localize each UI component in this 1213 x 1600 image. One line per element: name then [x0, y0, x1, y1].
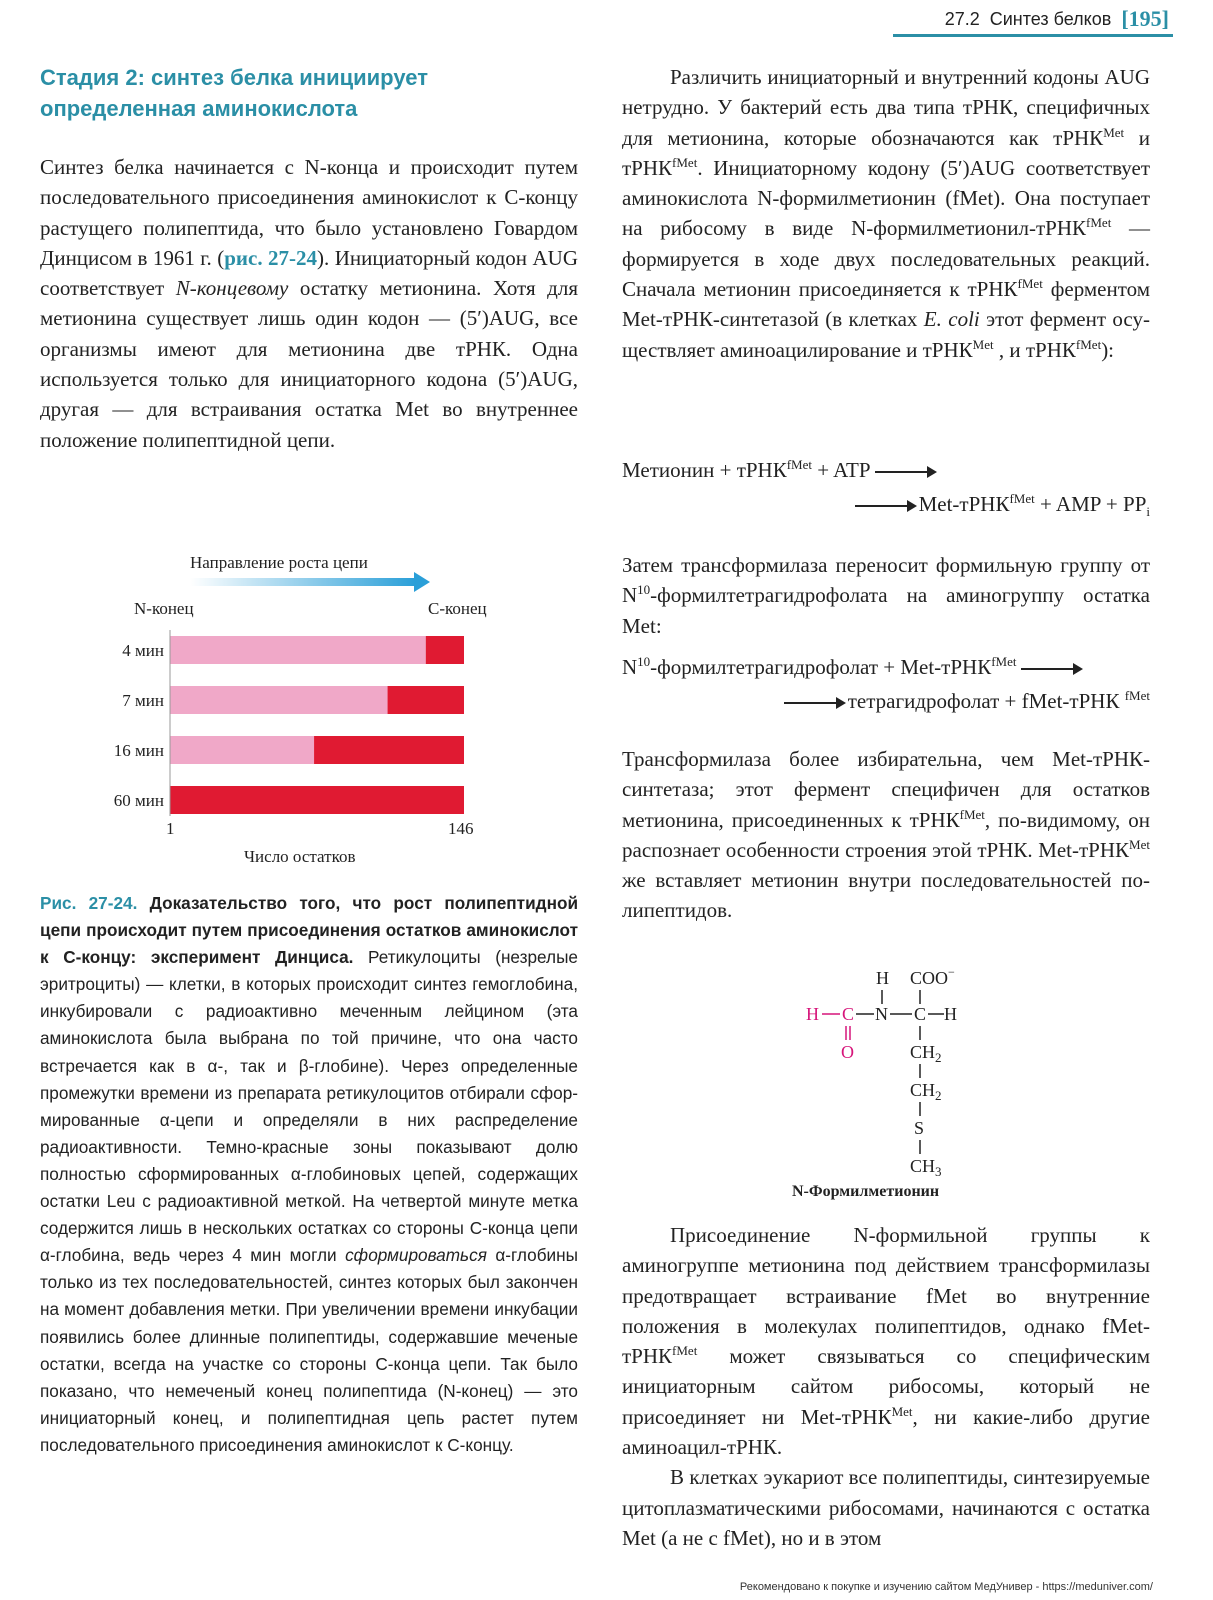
bar-labeled-segment [388, 686, 464, 714]
bar-label: 16 мин [113, 741, 164, 760]
superscript: Met [972, 336, 994, 352]
direction-arrow-head [414, 572, 430, 592]
heading-line-2: определенная аминокислота [40, 96, 358, 121]
atom-h-formyl: H [806, 1004, 819, 1024]
caption-text: Ретикулоциты (незрелые эритроциты) — клетки, в которых происходит синтез гемоглобина, инкубировали с радиоактивно меченным лейцином (эта аминокислота была выбрана по той причине, что она часто встречается как в α-, так и β-глобине). Через определенные промежутки времени из препарата ретикулоцитов отбирали сформированные α-цепи и определяли в них распределение радиоактивности. Темно-красные зоны показывают долю полностью сформированных α-глобиновых цепей, содержащих остатки Leu с радиоактивной меткой. На четвертой минуте метка содержится лишь в нескольких остатках со стороны C-конца цепи α-глобина, ведь через 4 мин могли [40, 947, 578, 1266]
atom-ch2-2 [910, 1080, 942, 1103]
superscript: fMet [991, 654, 1017, 669]
bar-label: 60 мин [113, 791, 164, 810]
text-span: , и тРНК [993, 337, 1076, 362]
running-header [945, 6, 1169, 32]
reaction-arrow [855, 505, 915, 507]
text-span: ферментом Met-тРНК-синтетазой (в клетках [622, 277, 1151, 332]
atom-h-top: H [876, 968, 889, 988]
text-span: Затем трансформилаза переносит формильную группу от N [622, 553, 1150, 608]
section-heading [40, 62, 580, 124]
reaction-arrow [1021, 668, 1081, 670]
header-rule [893, 34, 1173, 37]
text-span: — формируется в ходе двух последовательных реакций. Сначала метионин присоединяется к тРНК [622, 216, 1151, 302]
atom-h-alpha: H [944, 1004, 957, 1024]
right-paragraph-4 [622, 1220, 1150, 1553]
text-span: этот фермент осуществляет аминоацилирование и тРНК [622, 307, 1150, 362]
x-start-label: 1 [166, 819, 175, 838]
atom-c-formyl: C [842, 1004, 855, 1024]
text-span: -формилтетрагидрофолата на аминогруппу остатка Met: [622, 583, 1150, 638]
equation-1-right [622, 491, 1150, 520]
reaction-arrow [875, 471, 935, 473]
atom-n: N [875, 1004, 888, 1024]
atom-o: O [841, 1042, 854, 1062]
equation-2-left [622, 655, 1150, 680]
bar-labeled-segment [170, 786, 464, 814]
bar-unlabeled-segment [170, 636, 426, 664]
text-span: может связываться со специфическим инициаторным сайтом рибосомы, который не присоединяет ни Met-тРНК [622, 1344, 1150, 1429]
ch2-text: CH [910, 1042, 936, 1062]
caption-text: α-глобины только из тех последовательностей, синтез которых был закончен на момент добавления метки. При увеличении времени инкубации появились более длинные полипептиды, содержавшие меченые остатки, всегда на участке со стороны C-конца цепи. Так было показано, что немеченый конец полипептида (N-конец) — это инициаторный конец, и полипептидная цепь растет путем последовательного присоединения аминокислот к C-концу. [40, 1245, 578, 1455]
text-span: и тРНК [622, 125, 1150, 180]
x-axis-label: Число остатков [244, 847, 356, 866]
right-paragraph-2 [622, 550, 1150, 641]
equation-1-left [622, 458, 1150, 483]
right-paragraph-1 [622, 62, 1150, 365]
coo-charge: − [948, 965, 955, 979]
eq-text: N [622, 655, 638, 679]
atom-ch3 [910, 1156, 942, 1179]
atom-coo [910, 965, 955, 988]
coo-text: COO [910, 968, 949, 988]
section-title: Синтез белков [989, 8, 1112, 29]
ch3-text: CH [910, 1156, 936, 1176]
ch3-sub: 3 [935, 1164, 942, 1179]
superscript: Met [1103, 124, 1125, 140]
caption-italic: сформироваться [345, 1245, 487, 1266]
formylmethionine-structure [780, 960, 1020, 1200]
bar-label: 7 мин [122, 691, 164, 710]
structure-svg [780, 960, 1020, 1200]
figure-caption [40, 890, 578, 1459]
text-span: , ни какие-либо другие аминоацил-тРНК. [622, 1404, 1150, 1460]
superscript: fMet [1017, 276, 1043, 292]
right-paragraph-3 [622, 744, 1150, 926]
arrow-label: Направление роста цепи [190, 553, 368, 572]
text-span: ): [1101, 337, 1115, 362]
heading-line-1: Стадия 2: синтез белка инициирует [40, 65, 428, 90]
eq-text: Met-тРНК [918, 492, 1010, 516]
structure-name: N-Формилметионин [792, 1183, 940, 1200]
eq-text: Метионин + тРНК [622, 458, 787, 482]
caption-title: Доказательство того, что рост полипептидной цепи происходит путем присоединения остатков аминокислот к C-концу: эксперимент Динциса. [40, 893, 579, 968]
bars-group [114, 630, 464, 816]
superscript: fMet [1009, 491, 1035, 506]
footer-note: Рекомендовано к покупке и изучению сайтом МедУнивер - https://meduniver.com/ [739, 1581, 1153, 1593]
superscript: 10 [637, 582, 651, 598]
italic-span: N-концевому [175, 276, 289, 301]
c-end-label: C-конец [428, 599, 487, 618]
text-span: ). Инициаторный кодон AUG соответствует [40, 245, 578, 301]
eq-text: + ATP [812, 458, 871, 482]
ch2-sub: 2 [935, 1050, 942, 1065]
n-end-label: N-конец [134, 599, 194, 618]
bar-unlabeled-segment [170, 736, 314, 764]
text-span: остатку метионина. Хотя для метионина существует лишь один кодон — (5′)AUG, все организмы имеют для метионина две тРНК. Одна используется только для инициаторного кодона (5′)AUG, другая — для встраивания остатка Met во внутреннее положение полипептидной цепи. [40, 276, 578, 452]
caption-label: Рис. 27-24. [40, 893, 138, 913]
eq-text: + AMP + PP [1034, 492, 1147, 516]
text-span: же вставляет метионин внутри последовательностей полипептидов. [622, 868, 1150, 923]
section-number: 27.2 [944, 8, 980, 29]
superscript: fMet [1086, 215, 1112, 231]
superscript: fMet [672, 154, 698, 170]
superscript: fMet [1075, 336, 1102, 352]
bar-labeled-segment [314, 736, 464, 764]
equation-2-right [622, 689, 1150, 714]
bar-unlabeled-segment [170, 686, 388, 714]
bar-labeled-segment [426, 636, 464, 664]
figure-link[interactable]: рис. 27-24 [224, 245, 318, 270]
superscript: Met [891, 1403, 913, 1419]
text-span: Присоединение N-формильной группы к аминогруппе метионина под действием трансформилазы предотвращает встраивание fMet во внутренние положения в молекулах полипептидов, однако fMet-тРНК [622, 1223, 1150, 1369]
text-span: Синтез белка начинается с N-конца и происходит путем последовательного присоединения аминокислот к C-концу растущего полипептида, что было установлено Говардом Динцисом в 1961 г. ( [40, 155, 578, 270]
x-end-label: 146 [448, 819, 474, 838]
atom-c-alpha: C [914, 1004, 927, 1024]
page-number: [195] [1121, 6, 1169, 31]
text-span: Трансформилаза более избирательна, чем Met-тРНК-синтетаза; этот фермент специфичен для остатков метионина, присоединенных к тРНК [622, 747, 1150, 832]
superscript: Met [1129, 836, 1150, 852]
superscript: fMet [959, 806, 985, 822]
bar-figure [60, 540, 580, 880]
eq-text: тетрагидрофолат + fMet-тРНК [847, 689, 1125, 713]
direction-arrow-body [190, 578, 416, 586]
bar-label: 4 мин [122, 641, 164, 660]
ch2-sub: 2 [935, 1088, 942, 1103]
text-span: , по-видимому, он распознает особенности строения этой тРНК. Met-тРНК [622, 807, 1150, 862]
left-paragraph-1 [40, 152, 578, 455]
figure-27-24 [60, 540, 580, 880]
text-span: В клетках эукариот все полипептиды, синтезируемые цитоплазматическими рибосомами, начинаются с остатка Met (а не с fMet), но и в этом [622, 1465, 1150, 1550]
eq-text: -формилтетрагидрофолат + Met-тРНК [650, 655, 992, 679]
superscript: fMet [786, 457, 812, 472]
subscript: i [1146, 504, 1150, 520]
ch2-text: CH [910, 1080, 936, 1100]
text-span: Различить инициаторный и внутренний кодоны AUG нетрудно. У бактерий есть два типа тРНК, специфичных для метионина, которые обозначаются как тРНК [622, 65, 1150, 150]
text-span: . Инициаторному кодону (5′)AUG соответствует аминокислота N-формилметионин (fMet). Она поступает на рибосому в виде N-формилметионил-тРНК [622, 155, 1150, 241]
superscript: fMet [672, 1343, 698, 1359]
superscript: fMet [1124, 688, 1150, 703]
atom-ch2-1 [910, 1042, 942, 1065]
atom-s: S [914, 1118, 925, 1138]
superscript: 10 [637, 654, 651, 669]
italic-span: E. coli [923, 307, 980, 332]
reaction-arrow [784, 702, 844, 704]
